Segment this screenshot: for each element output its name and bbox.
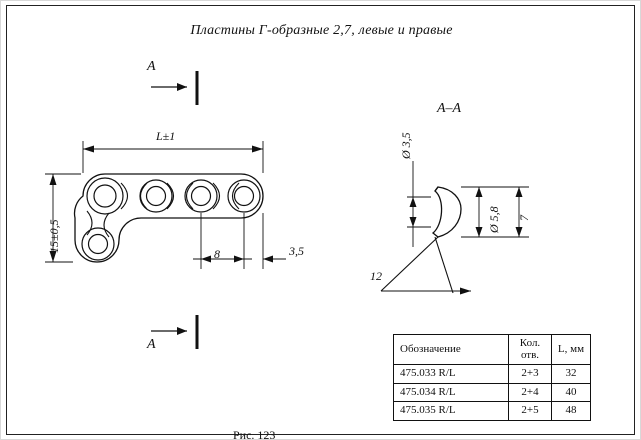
dimension-width-label: 15±0,5 — [47, 219, 61, 253]
dimension-head-dia-label: Ø 5,8 — [487, 206, 501, 233]
section-mark-bottom-label: А — [147, 337, 156, 352]
table-header-length: L, мм — [552, 335, 591, 365]
table-row — [394, 402, 591, 421]
dimension-edge — [263, 213, 286, 269]
cell-holes: 2+5 — [509, 402, 552, 421]
spec-table — [393, 334, 591, 421]
section-profile — [433, 187, 461, 237]
section-arrow-bottom — [151, 315, 197, 349]
table-row — [394, 383, 591, 402]
dimension-hole-dia — [407, 161, 431, 247]
dimension-head-dia — [476, 187, 483, 237]
cell-designation: 475.034 R/L — [394, 383, 509, 402]
dimension-hole-dia-label: Ø 3,5 — [399, 132, 413, 159]
cell-designation: 475.033 R/L — [394, 365, 509, 384]
dimension-pitch-label: 8 — [214, 247, 220, 261]
dimension-angle-label: 12 — [370, 269, 382, 283]
cell-holes: 2+4 — [509, 383, 552, 402]
dimension-length-label: L±1 — [156, 129, 176, 143]
table-header-designation: Обозначение — [394, 335, 509, 365]
table-header-holes: Кол. отв. — [509, 335, 552, 365]
figure-caption: Рис. 123 — [233, 428, 276, 440]
table-row — [394, 365, 591, 384]
dimension-thickness-label: 7 — [517, 215, 531, 221]
section-mark-top-label: А — [147, 59, 156, 74]
drawing-title: Пластины Г-образные 2,7, левые и правые — [190, 23, 453, 38]
dimension-pitch — [193, 213, 252, 269]
section-view-label: А–А — [437, 101, 462, 116]
cell-designation: 475.035 R/L — [394, 402, 509, 421]
cell-holes: 2+3 — [509, 365, 552, 384]
dimension-edge-label: 3,5 — [289, 244, 304, 258]
cell-length: 32 — [552, 365, 591, 384]
table-header-row — [394, 335, 591, 365]
section-angle-leader — [381, 237, 471, 295]
section-arrow-top — [151, 71, 197, 105]
cell-length: 48 — [552, 402, 591, 421]
dimension-length — [83, 141, 263, 173]
cell-length: 40 — [552, 383, 591, 402]
